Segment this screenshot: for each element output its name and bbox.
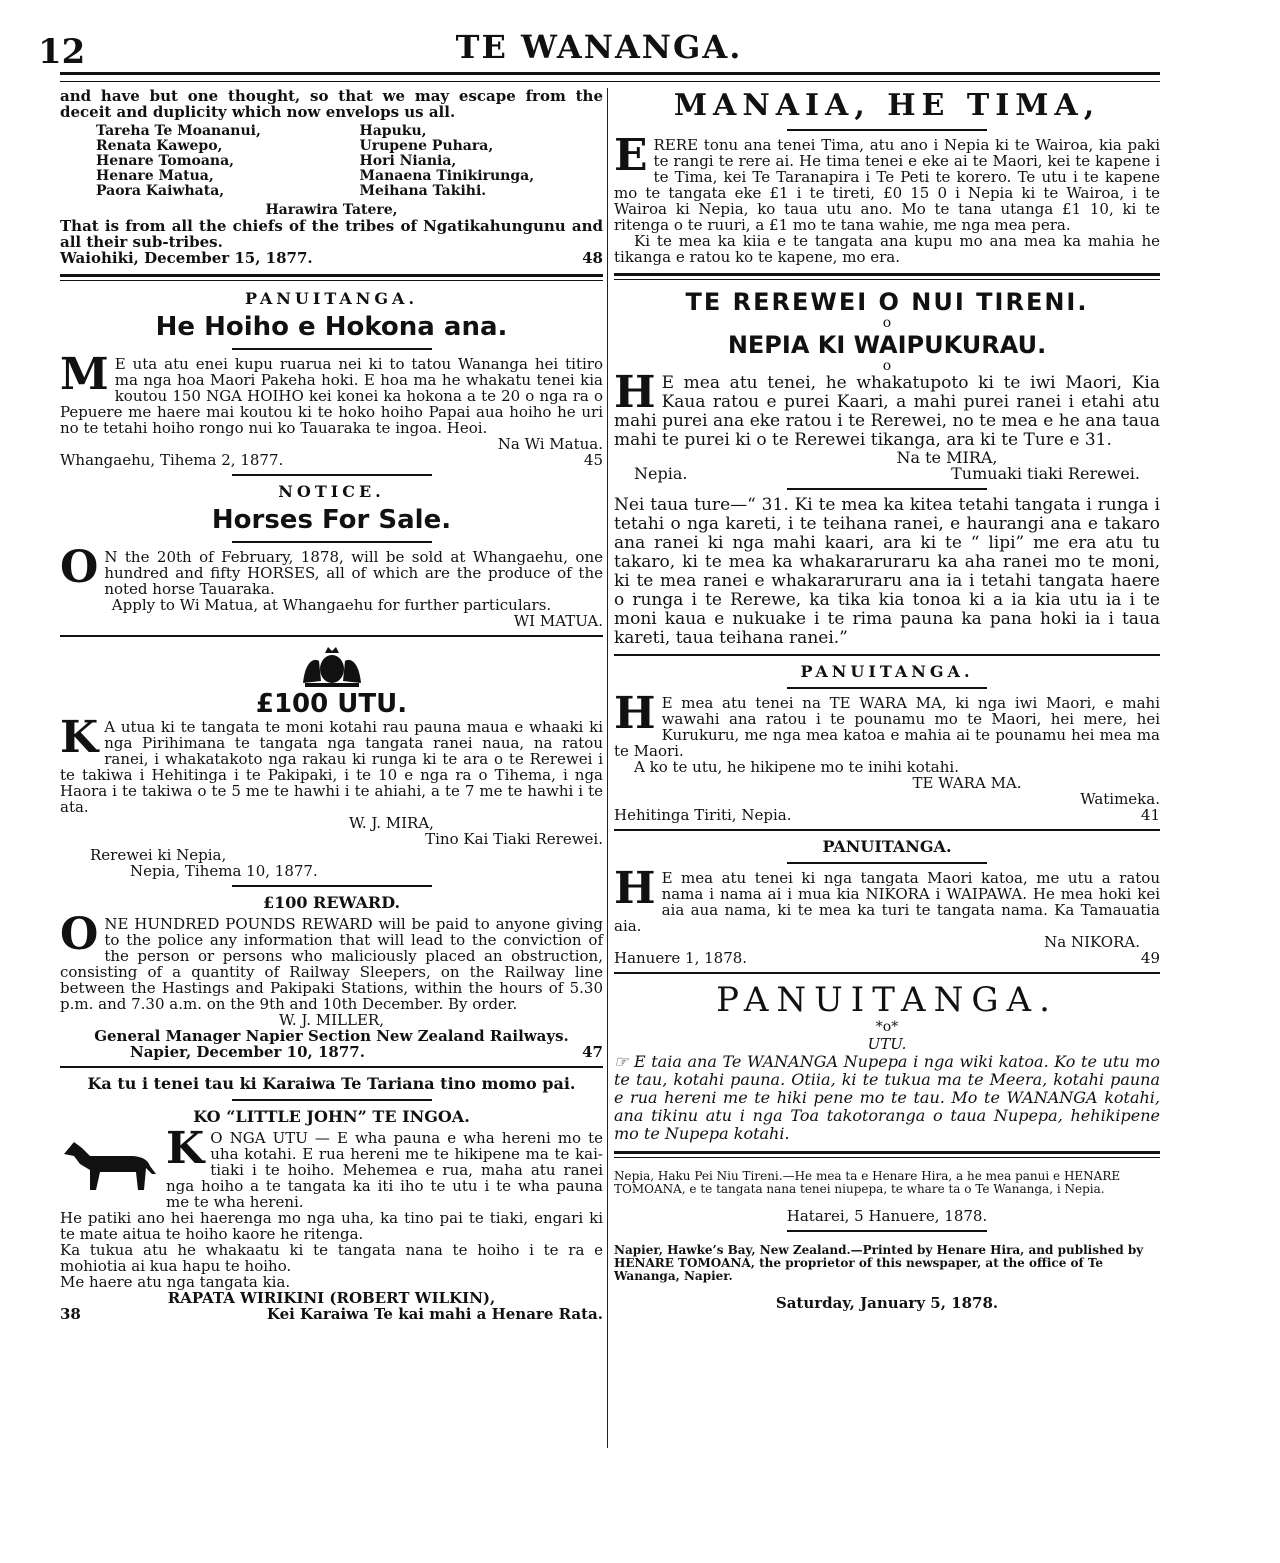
ad-body: H E mea atu tenei ki nga tangata Maori katoa, me utu a ratou nama i nama ai i mua kia NIKORA i WAIPAWA. He mea hoki kei aia aua nama, ki te mea ka turi te tangata nama. Ka Tamauatia aia. — [614, 863, 1160, 935]
horses-maori-ad — [60, 289, 603, 468]
place-date: Napier, December 10, 1877. — [130, 1043, 365, 1061]
ad-subtitle: UTU. — [867, 1035, 907, 1053]
short-rule — [787, 129, 987, 131]
chiefs-dateline — [60, 250, 603, 266]
ad-title: TE REREWEI O NUI TIRENI. — [685, 288, 1089, 316]
ad-body: M E uta atu enei kupu ruarua nei ki to tatou Wananga hei titiro ma nga hoa Maori Pakeha hoki. E hoa ma he whakatu tenei kia koutou 150 NGA HOIHO kei konei ka hokona a te 20 o nga ra o Pepuere me haere mai koutou ki te hoko hoiho Papai aua hoiho he uri no te tetahi hoiho rongo nui ko Tauaraka te ingoa. Heoi. — [60, 349, 603, 437]
drop-cap: M — [60, 349, 109, 400]
signer: Tareha Te Moananui, — [96, 123, 261, 139]
reward-english-ad — [60, 893, 603, 1060]
left-column — [60, 88, 603, 1322]
section-rule — [614, 972, 1160, 974]
section-rule — [614, 273, 1160, 280]
short-rule — [232, 1099, 432, 1101]
short-rule — [232, 885, 432, 887]
reward-maori-ad — [60, 643, 603, 879]
short-rule — [232, 474, 432, 476]
ornament: o — [882, 358, 892, 374]
signer: Hapuku, — [359, 123, 427, 139]
short-rule — [787, 1230, 987, 1232]
steamer-ad — [614, 88, 1160, 265]
short-rule — [232, 348, 432, 350]
ad-body: O N the 20th of February, 1878, will be sold at Whangaehu, one hundred and fifty HORSES, all of which are the produce of the noted horse Tauaraka. — [60, 542, 603, 598]
section-rule — [60, 635, 603, 637]
ornament: *o* — [875, 1019, 899, 1035]
sig-place: Watimeka. — [1080, 790, 1160, 808]
ad-title: £100 REWARD. — [262, 893, 401, 912]
masthead-rule — [60, 72, 1160, 82]
nikora-ad — [614, 837, 1160, 966]
ad-title: MANAIA, HE TIMA, — [673, 88, 1101, 123]
royal-crest-icon — [297, 643, 367, 689]
ad-dateline — [614, 950, 1160, 966]
horse-icon — [60, 1134, 160, 1194]
place: Nepia. — [634, 464, 688, 483]
paper-title: TE WANANGA. — [455, 28, 743, 66]
sig-title: Tumuaki tiaki Rerewei. — [951, 464, 1140, 483]
signer: Renata Kawepo, — [96, 138, 223, 154]
section-rule — [60, 274, 603, 281]
imprint-english-date: Saturday, January 5, 1878. — [775, 1294, 999, 1312]
ad-title: Horses For Sale. — [211, 505, 452, 535]
sig-name: Na te MIRA, — [896, 448, 998, 467]
drop-cap: E — [614, 130, 648, 181]
ad-body: ONE HUNDRED POUNDS REWARD will be paid to anyone giving to the police any information that will lead to the conviction of the person or persons who maliciously placed an obstruction, consisting of a quantity of Railway Sleepers, on the Railway line between the Hastings and Pakipaki Stations, within the hours of 5.30 p.m. and 7.30 a.m. on the 9th and 10th December. By order. — [60, 909, 603, 1013]
chiefs-text: and have but one thought, so that we may escape from the deceit and duplicity which now envelops us all. — [60, 87, 603, 121]
ad-signature: WI MATUA. — [513, 612, 603, 630]
short-rule — [787, 862, 987, 864]
ad-body: ERERE tonu ana tenei Tima, atu ano i Nepia ki te Wairoa, kia paki te rangi te rere ai. He tima tenei e eke ai te Maori, kei te kapene i te Tima, kei Te Taranapira i Te Peti te korero. Te utu i te kapene mo te tangata eke £1 i te tireti, £0 15 0 i Nepia ki te Wairoa, i te Wairoa ki Nepia, ko taua utu ano. Mo te tana utanga £1 10, ki te ritenga o te ruuri, a £1 mo te tana wahie, me nga mea pera. — [614, 130, 1160, 234]
right-column — [614, 88, 1160, 1311]
sig-name: TE WARA MA. — [912, 774, 1022, 792]
ad-title: Ka tu i tenei tau ki Karaiwa Te Tariana tino momo pai. — [87, 1074, 576, 1093]
signer-list — [60, 124, 603, 199]
short-rule — [787, 687, 987, 689]
ad-body: H E mea atu tenei na TE WARA MA, ki nga iwi Maori, e mahi wawahi ana ratou i te pounamu mo te Maori, hei mere, hei Kurukuru, me nga mea katoa e mahia ai te pounamu hei mea ma te Maori. — [614, 688, 1160, 760]
column-divider — [607, 88, 608, 1448]
ad-kicker: PANUITANGA. — [822, 837, 952, 856]
ad-ref: 45 — [583, 451, 603, 469]
place-line: Rerewei ki Nepia, — [90, 846, 227, 864]
chiefs-footer: That is from all the chiefs of the tribes of Ngatikahungunu and all their sub-tribes. — [60, 217, 603, 251]
ad-body: Ka tukua atu he whakaatu ki te tangata nana te hoiho i te ra e mohiotia ai kua hapu te hoiho. — [60, 1241, 603, 1275]
signer: Henare Tomoana, — [96, 153, 235, 169]
ad-kicker: PANUITANGA. — [244, 289, 419, 308]
ad-kicker: NOTICE. — [278, 482, 385, 501]
sig-title: Tino Kai Tiaki Rerewei. — [425, 830, 603, 848]
ad-title: He Hoiho e Hokona ana. — [155, 312, 508, 342]
ad-body: Me haere atu nga tangata kia. — [60, 1273, 291, 1291]
ad-body: He patiki ano hei haerenga mo nga uha, ka tino pai te tiaki, engari ki te mate aitua te hoiho kaore he ritenga. — [60, 1209, 603, 1243]
section-rule — [60, 1066, 603, 1068]
ad-dateline — [614, 807, 1160, 823]
ad-dateline — [60, 1044, 603, 1060]
imprint — [614, 1170, 1160, 1311]
signer: Urupene Puhara, — [359, 138, 494, 154]
ad-ref: 41 — [1140, 806, 1160, 824]
sig-name: RAPATA WIRIKINI (ROBERT WILKIN), — [167, 1289, 496, 1307]
masthead — [38, 28, 1160, 72]
signer: Henare Matua, — [96, 168, 214, 184]
ad-ref: 49 — [1140, 949, 1160, 967]
place-date: Waiohiki, December 15, 1877. — [60, 249, 313, 267]
section-rule — [614, 654, 1160, 656]
ad-dateline — [60, 1306, 603, 1322]
drop-cap: K — [60, 712, 99, 763]
sig-title: General Manager Napier Section New Zealand Railways. — [94, 1027, 569, 1045]
ad-body: K A utua ki te tangata te moni kotahi rau pauna maua e whaaki ki nga Pirihimana te tangata nga tangata ranei naua, na ratou ranei, i whakatakoto nga rakau ki runga ki te ara o te Rerewei i te takiwa i Hehitinga i te Pakipaki, i te 10 e nga ra o Tihema, i nga Haora i te takiwa o te 5 me te hawhi i te ahiahi, a te 7 me te hawhi i te ata. — [60, 712, 603, 816]
drop-cap: H — [614, 863, 656, 914]
sig-title: Kei Karaiwa Te kai mahi a Henare Rata. — [266, 1305, 603, 1323]
signer: Paora Kaiwhata, — [96, 183, 225, 199]
short-rule — [232, 541, 432, 543]
ad-title: £100 UTU. — [255, 689, 408, 719]
ad-body: Ki te mea ka kiia e te tangata ana kupu mo ana mea ka mahia he tikanga e ratou ko te kapene, mo era. — [614, 232, 1160, 266]
pointing-hand-icon: ☞ — [614, 1052, 629, 1071]
drop-cap: K — [166, 1123, 205, 1174]
ad-kicker: PANUITANGA. — [800, 662, 974, 681]
signer: Manaena Tinikirunga, — [359, 168, 535, 184]
ad-dateline — [614, 466, 1160, 482]
imprint-maori-date: Hatarei, 5 Hanuere, 1878. — [786, 1207, 988, 1225]
chiefs-letter — [60, 88, 603, 266]
page-number: 12 — [38, 32, 86, 72]
ad-body: A ko te utu, he hikipene mo te inihi kotahi. — [634, 758, 959, 776]
imprint-english: Napier, Hawke’s Bay, New Zealand.—Printed by Henare Hira, and published by HENARE TOMOANA, the proprietor of this newspaper, at the office of Te Wananga, Napier. — [614, 1243, 1144, 1283]
place: Hehitinga Tiriti, Nepia. — [614, 806, 792, 824]
sig-name: W. J. MILLER, — [279, 1011, 384, 1029]
ad-ref: 38 — [60, 1305, 81, 1323]
ad-apply: Apply to Wi Matua, at Whangaehu for further particulars. — [111, 596, 552, 614]
section-rule — [614, 829, 1160, 831]
imprint-maori: Nepia, Haku Pei Niu Tireni.—He mea ta e Henare Hira, a he mea panui e HENARE TOMOANA, e te tangata nana tenei niupepa, te whare ta o Te Wananga, i Nepia. — [614, 1169, 1121, 1196]
ornament: o — [882, 315, 892, 331]
signer: Meihana Takihi. — [359, 183, 487, 199]
horse-name: KO “LITTLE JOHN” TE INGOA. — [193, 1107, 470, 1126]
ad-body: ☞ E taia ana Te WANANGA Nupepa i nga wiki katoa. Ko te utu mo te tau, kotahi pauna. Otiia, ki te tukua ma te Meera, kotahi pauna e rua hereni me te hiki pene mo te tau. Mo te WANANGA kotahi, ana tikinu atu i nga Toa takotoranga o taua Nupepa, hehikipene mo te Nupepa kotahi. — [614, 1052, 1160, 1143]
sig-name: W. J. MIRA, — [349, 814, 434, 832]
place-line: Nepia, Tihema 10, 1877. — [130, 862, 318, 880]
rule-text: Nei taua ture—“ 31. Ki te mea ka kitea tetahi tangata i runga i tetahi o nga kareti, i te teihana ranei, e haurangi ana e takaro ana ranei ki nga mahi kaari, ara ki te “ lipi” me era atu tu takaro, ki te mea ka whakararuraru ka aha ranei mo te moni, ki te mea ranei e whakararuraru ana ia i tetahi tangata haere o runga i te Rerewe, ka tika kia tonoa ki a ia kia utu ia i te moni kaua e nukuake i te rima pauna ka pana hoki ia i taua kareti, taua teihana ranei.” — [614, 495, 1160, 648]
ad-ref: 47 — [582, 1043, 603, 1061]
last-signer: Harawira Tatere, — [265, 202, 398, 218]
ad-title: PANUITANGA. — [716, 980, 1058, 1020]
drop-cap: O — [60, 909, 99, 960]
wara-ad — [614, 662, 1160, 823]
stallion-ad — [60, 1074, 603, 1322]
drop-cap: H — [614, 367, 656, 418]
ad-signature: Na Wi Matua. — [497, 435, 603, 453]
ad-subtitle: NEPIA KI WAIPUKURAU. — [727, 331, 1047, 359]
short-rule — [787, 488, 987, 490]
place-date: Whangaehu, Tihema 2, 1877. — [60, 451, 284, 469]
ad-body: K O NGA UTU — E wha pauna e wha hereni mo te uha kotahi. E rua hereni me te hikipene ma te kai-tiaki i te hoiho. Mehemea e rua, maha atu ranei nga hoiho a te tangata ka iti iho te utu i te wha pauna me te wha hereni. — [166, 1123, 603, 1211]
drop-cap: O — [60, 542, 99, 593]
subscription-notice — [614, 980, 1160, 1143]
ad-dateline — [60, 452, 603, 468]
signer: Hori Niania, — [359, 153, 457, 169]
ad-ref: 48 — [582, 249, 603, 267]
ad-signature: Na NIKORA. — [1044, 933, 1140, 951]
horses-english-ad — [60, 482, 603, 629]
ad-body: H E mea atu tenei, he whakatupoto ki te iwi Maori, Kia Kaua ratou e purei Kaari, a mahi purei ranei i etahi atu mahi purei ana eke ratou i te Rerewei, no te mea e he ana taua mahi te purei ki o te Rerewei tikanga, ara ki te Ture e 31. — [614, 367, 1160, 450]
section-rule — [614, 1151, 1160, 1158]
railway-notice — [614, 288, 1160, 648]
date: Hanuere 1, 1878. — [614, 949, 748, 967]
drop-cap: H — [614, 688, 656, 739]
